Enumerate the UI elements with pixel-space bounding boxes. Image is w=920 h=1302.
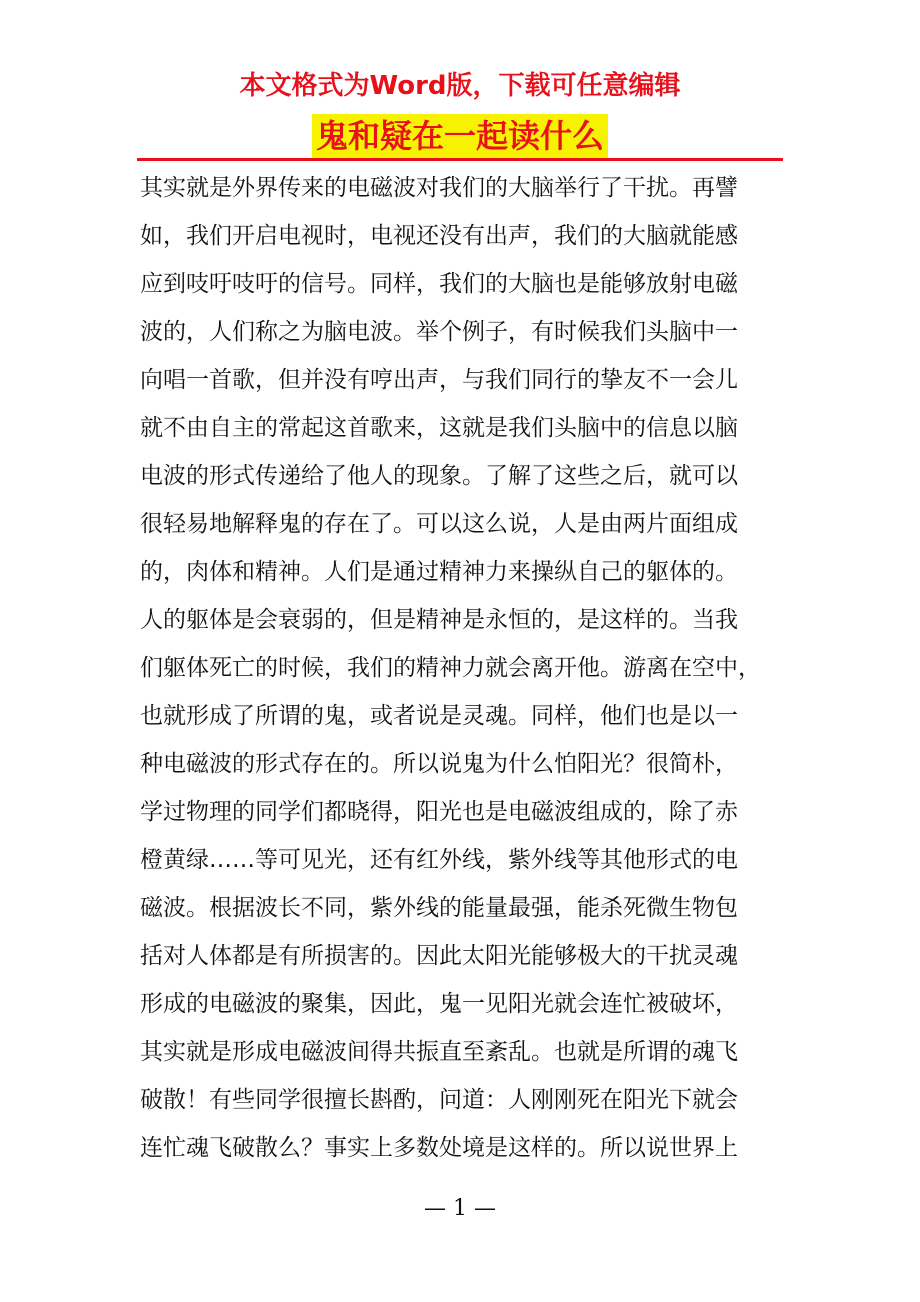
body-line: 连忙魂飞破散么？事实上多数处境是这样的。所以说世界上 xyxy=(140,1135,738,1161)
document-title: 鬼和疑在一起读什么 xyxy=(312,114,608,158)
body-line: 学过物理的同学们都晓得，阳光也是电磁波组成的，除了赤 xyxy=(140,799,738,825)
body-line: 应到吱吁吱吁的信号。同样，我们的大脑也是能够放射电磁 xyxy=(140,271,738,297)
body-line: 的，肉体和精神。人们是通过精神力来操纵自己的躯体的。 xyxy=(140,559,738,585)
body-line: 磁波。根据波长不同，紫外线的能量最强，能杀死微生物包 xyxy=(140,895,738,921)
body-line: 很轻易地解释鬼的存在了。可以这么说，人是由两片面组成 xyxy=(140,511,738,537)
body-line: 人的躯体是会衰弱的，但是精神是永恒的，是这样的。当我 xyxy=(140,607,738,633)
format-notice-banner: 本文格式为Word版，下载可任意编辑 xyxy=(239,71,681,101)
body-line: 电波的形式传递给了他人的现象。了解了这些之后，就可以 xyxy=(140,463,738,489)
body-line: 也就形成了所谓的鬼，或者说是灵魂。同样，他们也是以一 xyxy=(140,703,738,729)
page-number: — 1 — xyxy=(424,1196,496,1221)
body-line: 波的，人们称之为脑电波。举个例子，有时候我们头脑中一 xyxy=(140,319,738,345)
document-body xyxy=(140,164,800,1172)
body-line: 其实就是形成电磁波间得共振直至紊乱。也就是所谓的魂飞 xyxy=(140,1039,738,1065)
title-divider xyxy=(137,158,783,161)
body-line: 其实就是外界传来的电磁波对我们的大脑举行了干扰。再譬 xyxy=(140,175,738,201)
body-line: 橙黄绿……等可见光，还有红外线，紫外线等其他形式的电 xyxy=(140,847,738,873)
body-line: 种电磁波的形式存在的。所以说鬼为什么怕阳光？很简朴， xyxy=(140,751,738,777)
title-container xyxy=(0,114,920,158)
body-line: 括对人体都是有所损害的。因此太阳光能够极大的干扰灵魂 xyxy=(140,943,738,969)
body-line: 们躯体死亡的时候，我们的精神力就会离开他。游离在空中， xyxy=(140,655,761,681)
body-line: 就不由自主的常起这首歌来，这就是我们头脑中的信息以脑 xyxy=(140,415,738,441)
body-line: 破散！有些同学很擅长斟酌，问道：人刚刚死在阳光下就会 xyxy=(140,1087,738,1113)
body-line: 形成的电磁波的聚集，因此，鬼一见阳光就会连忙被破坏， xyxy=(140,991,738,1017)
body-line: 如，我们开启电视时，电视还没有出声，我们的大脑就能感 xyxy=(140,223,738,249)
body-line: 向唱一首歌，但并没有哼出声，与我们同行的挚友不一会儿 xyxy=(140,367,738,393)
